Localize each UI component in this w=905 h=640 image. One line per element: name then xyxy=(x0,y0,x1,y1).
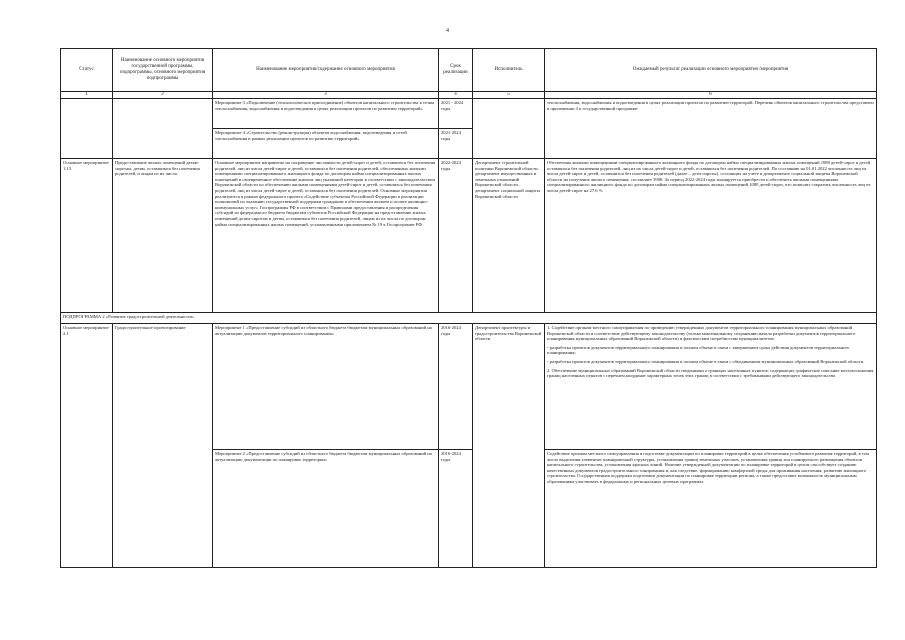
measure-cell: Мероприятие 1 «Предоставление субсидий из областного бюджета бюджетам муниципальных образований на актуализацию документов территориального планирования» xyxy=(213,324,439,450)
column-number: 5 xyxy=(473,92,545,99)
term-cell: 2016-2024 годы xyxy=(439,450,473,568)
header-result: Ожидаемый результат реализации основного мероприятия /мероприятия xyxy=(545,49,877,92)
status-cell: Основное мероприятие 2.1 xyxy=(61,324,113,568)
result-paragraph: - разработка проектов документов территориального планирования в полном объеме в связи с объединением муниципальных образований Воронежской области. xyxy=(547,358,865,364)
executor-cell: Департамент строительной политики Воронежской области, департамент имущественных и земельных отношений Воронежской области, департамент социальной защиты Воронежской области xyxy=(473,159,545,313)
result-cell: Содействие органам местного самоуправления в подготовке документации по планировке территорий в целях обеспечения устойчивого развития территорий, в том числе выделения элементов планировочной структуры, установления границ земельных участков, установления границ зон планируемого размещения объектов капитального строительства, установления красных линий. Наличие утвержденной документации по планировке территорий в целом способствует созданию качественных документов градостроительного зонирования и, как следствие, формированию комфортной среды для проживания населения, развитию жилищного строительства. Государственная поддержка подготовки документации по планировке территории региона, а также предоставит возможность муниципальным образованиям участвовать в федеральных и региональных целевых программах xyxy=(545,450,877,568)
status-cell: Основное мероприятие 1.13 xyxy=(61,159,113,313)
column-number: 2 xyxy=(113,92,213,99)
table-row xyxy=(61,324,877,450)
result-paragraph: 2. Обеспечение муниципальных образований Воронежской области сведениями о границах населенных пунктов, содержащих графическое описание местоположения границ населенных пунктов с перечнем координат характерных точек этих границ в соответствии с требованиями действующего законодательства xyxy=(547,367,874,379)
subprogram-row xyxy=(61,313,877,324)
header-executor: Исполнитель xyxy=(473,49,545,92)
header-status: Статус xyxy=(61,49,113,92)
page-number: 4 xyxy=(446,28,449,34)
result-cell: Обеспечены жилыми помещениями специализированного жилищного фонда по договорам найма специализированных жилых помещений 1080 детей-сирот и детей, оставшихся без попечения родителей, лиц из их числа детей-сирот и детей, оставшихся без попечения родителей. По состоянию на 01.01.2022 численность лиц из числа детей-сирот и детей, оставшихся без попечения родителей (далее – дети-сироты), состоящих на учете в департаменте социальной защиты Воронежской области на получение жилого помещения, составляет 3908. За период 2022-2024 годы планируется приобрести и обеспечить жилыми помещениями специализированного жилищного фонда по договорам найма специализированных жилых помещений 1080 детей-сирот, что позволит сократить численность лиц из числа детей-сирот на 27,6 % xyxy=(545,159,877,313)
program-table xyxy=(60,48,877,568)
result-cell: теплоснабжения, водоснабжения и водоотведения в целях реализации проектов по развитию территорий. Перечень объектов капитального строительства представлен в приложении 3 к государственной программе xyxy=(545,99,877,159)
table-header-row xyxy=(61,49,877,92)
term-cell: 2021-2024 годы xyxy=(439,129,473,159)
term-cell: 2021 - 2024 годы xyxy=(439,99,473,129)
executor-cell xyxy=(473,99,545,159)
table-row xyxy=(61,159,877,313)
header-program-name: Наименование основного мероприятия государственной программы, подпрограммы, основного мероприятия подпрограммы xyxy=(113,49,213,92)
program-name-cell: Градостроительное проектирование xyxy=(113,324,213,568)
column-number: 6 xyxy=(545,92,877,99)
result-cell xyxy=(545,324,877,450)
column-number: 4 xyxy=(439,92,473,99)
executor-cell: Департамент архитектуры и градостроительства Воронежской области xyxy=(473,324,545,568)
term-cell: 2022-2024 годы xyxy=(439,159,473,313)
subprogram-title: ПОДПРОГРАММА 2 «Развитие градостроительной деятельности» xyxy=(61,313,877,324)
result-paragraph: 1. Содействие органам местного самоуправления по приведению утвержденных документов территориального планирования муниципальных образований Воронежской области в соответствие действующему законодательству (только максимальному сохранению начала разработки документов территориального планирования муниципальных образований Воронежской области) и фактическим потребностям муниципалитетов: xyxy=(547,325,856,342)
table-row xyxy=(61,99,877,129)
program-name-cell xyxy=(113,99,213,159)
header-term: Срок реализации xyxy=(439,49,473,92)
status-cell xyxy=(61,99,113,159)
result-paragraph: - разработка проектов документов территориального планирования в полном объеме в связи с завершением срока действия документов территориального планирования; xyxy=(547,344,850,356)
term-cell: 2016-2024 годы xyxy=(439,324,473,450)
program-name-cell: Предоставление жилых помещений детям-сиротам, детям, оставшимся без попечения родителей, и лицам из их числа xyxy=(113,159,213,313)
measure-cell: Мероприятие 2 «Предоставление субсидий из областного бюджета бюджетам муниципальных образований на актуализацию документации по планировке территории» xyxy=(213,450,439,568)
column-number: 3 xyxy=(213,92,439,99)
column-number-row xyxy=(61,92,877,99)
column-number: 1 xyxy=(61,92,113,99)
header-measure-name: Наименование мероприятия/содержание основного мероприятия xyxy=(213,49,439,92)
measure-cell: Основное мероприятие направлено на сокращение численности детей-сирот и детей, оставшихся без попечения родителей, лиц из числа детей-сирот и детей, оставшихся без попечения родителей, обеспеченных жилыми помещениями специализированного жилищного фонда по договорам найма специализированных жилых помещений и своевременное обеспечение жильем лиц указанной категории в соответствии с законодательством Воронежской области по обеспечению жилыми помещениями детей-сирот и детей, оставшихся без попечения родителей, лиц из числа детей-сирот и детей, оставшихся без попечения родителей. Основные мероприятия реализуются в рамках федерального проекта «Содействие субъектам Российской Федерации в реализации полномочий по оказанию государственной поддержки гражданам в обеспечении жильем и оплате жилищно-коммунальных услуг» Госпрограммы РФ в соответствии с Правилами предоставления и распределения субсидий из федерального бюджета бюджетам субъектов Российской Федерации на предоставление жилых помещений детям-сиротам и детям, оставшимся без попечения родителей, лицам из их числа по договорам найма специализированных жилых помещений, установленными приложением № 19 к Госпрограмме РФ xyxy=(213,159,439,313)
measure-cell: Мероприятие 4 «Строительство (реконструкция) объектов водоснабжения, водоотведения и сетей теплоснабжения в рамках реализации проектов по развитию территорий» xyxy=(213,129,439,159)
measure-cell: Мероприятие 3 «Подключение (технологическое присоединение) объектов капитального строительства к сетям теплоснабжения, водоснабжения и водоотведения в целях реализации проектов по развитию территорий» xyxy=(213,99,439,129)
